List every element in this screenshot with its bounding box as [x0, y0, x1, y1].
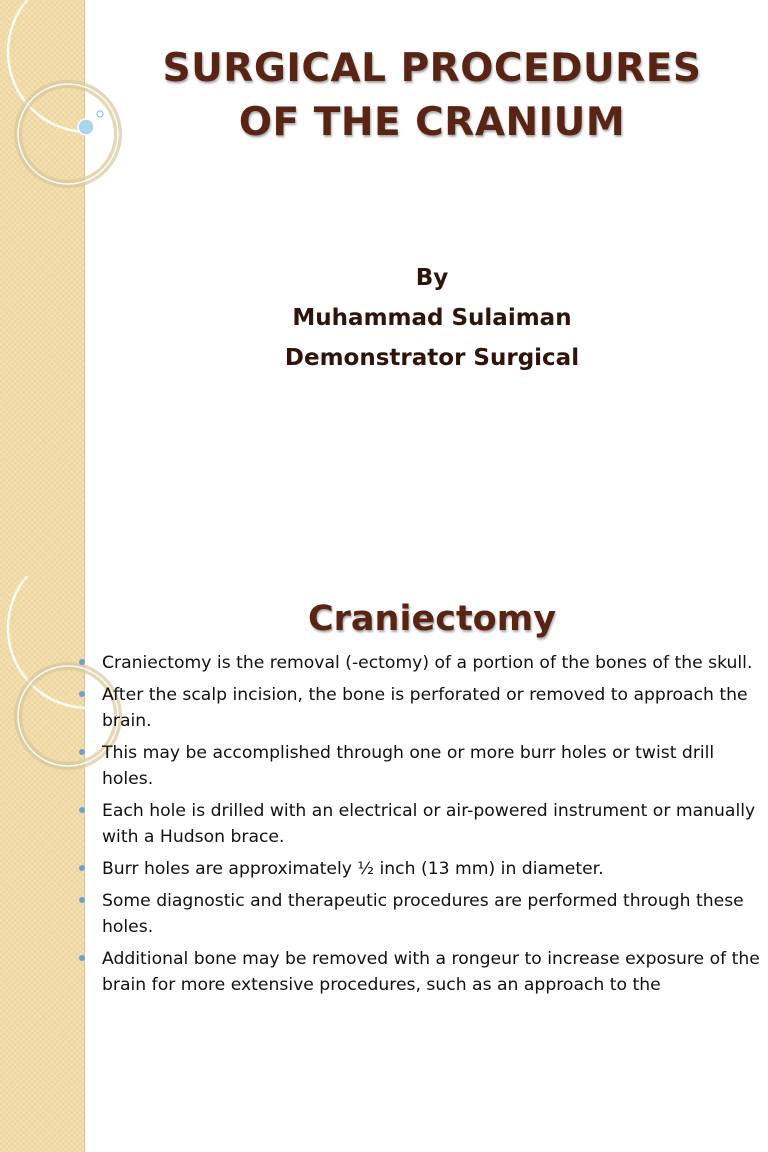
bullet-icon [79, 955, 85, 961]
bullet-icon [79, 897, 85, 903]
title-line-1: SURGICAL PROCEDURES [162, 46, 702, 91]
bullet-item: After the scalp incision, the bone is perforated or removed to approach the brain. [76, 682, 762, 734]
bullet-item: Craniectomy is the removal (-ectomy) of a portion of the bones of the skull. [76, 650, 762, 676]
byline-by: By [415, 265, 449, 291]
byline-role: Demonstrator Surgical [284, 345, 580, 371]
bullet-icon [79, 691, 85, 697]
bullet-item: This may be accomplished through one or more burr holes or twist drill holes. [76, 740, 762, 792]
bullet-icon [79, 865, 85, 871]
title-line-2: OF THE CRANIUM [238, 100, 626, 145]
bullet-icon [79, 749, 85, 755]
bullet-icon [79, 807, 85, 813]
bullet-item: Additional bone may be removed with a rongeur to increase exposure of the brain for more extensive procedures, such as an approach to the [76, 946, 762, 998]
slide-title-text [96, 42, 768, 150]
bullet-item: Each hole is drilled with an electrical or air-powered instrument or manually with a Hudson brace. [76, 798, 762, 850]
bullet-item: Burr holes are approximately ½ inch (13 mm) in diameter. [76, 856, 762, 882]
byline-author: Muhammad Sulaiman [292, 305, 572, 331]
bullet-icon [79, 659, 85, 665]
bullet-item: Some diagnostic and therapeutic procedures are performed through these holes. [76, 888, 762, 940]
byline [96, 258, 768, 378]
slide-2-title: Craniectomy [307, 599, 557, 639]
bullet-list [76, 650, 762, 1004]
